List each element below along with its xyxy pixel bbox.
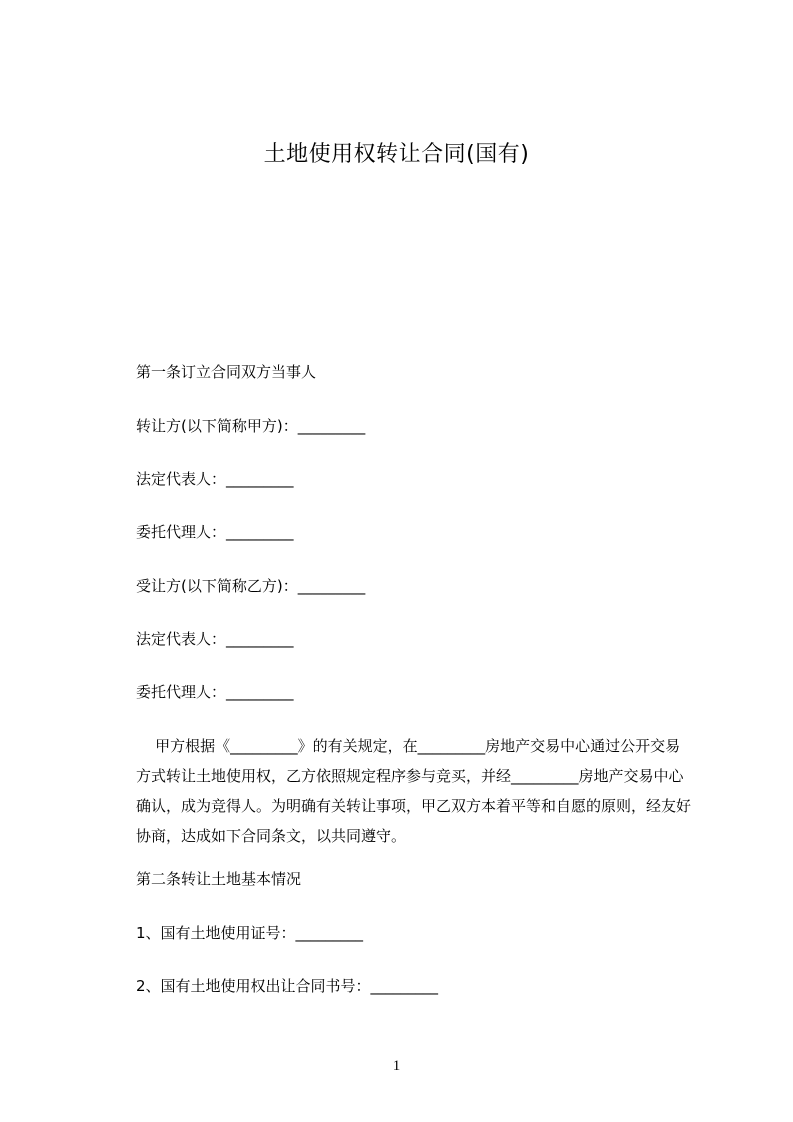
land-certificate-number-field: 1、国有土地使用证号：_________ [136,924,364,942]
transferor-field: 转让方(以下简称甲方)：_________ [136,417,366,435]
preamble-line: 方式转让土地使用权，乙方依照规定程序参与竞买，并经_________房地产交易中心 [136,767,684,785]
transferor-agent-field: 委托代理人：_________ [136,523,294,541]
transferor-legal-rep-field: 法定代表人：_________ [136,470,294,488]
document-title: 土地使用权转让合同(国有) [263,142,530,167]
section-1-heading: 第一条订立合同双方当事人 [136,363,317,381]
transferee-agent-field: 委托代理人：_________ [136,683,294,701]
transferee-field: 受让方(以下简称乙方)：_________ [136,577,366,595]
page-number: 1 [392,1058,401,1074]
transferee-legal-rep-field: 法定代表人：_________ [136,630,294,648]
preamble-line: 确认，成为竞得人。为明确有关转让事项，甲乙双方本着平等和自愿的原则，经友好 [136,797,692,815]
section-2-heading: 第二条转让土地基本情况 [136,870,302,888]
preamble-line: 甲方根据《_________》的有关规定，在_________房地产交易中心通过公开交易 [136,737,681,755]
grant-contract-number-field: 2、国有土地使用权出让合同书号：_________ [136,977,439,995]
preamble-line: 协商，达成如下合同条文，以共同遵守。 [136,827,407,845]
preamble-paragraph [136,731,706,851]
